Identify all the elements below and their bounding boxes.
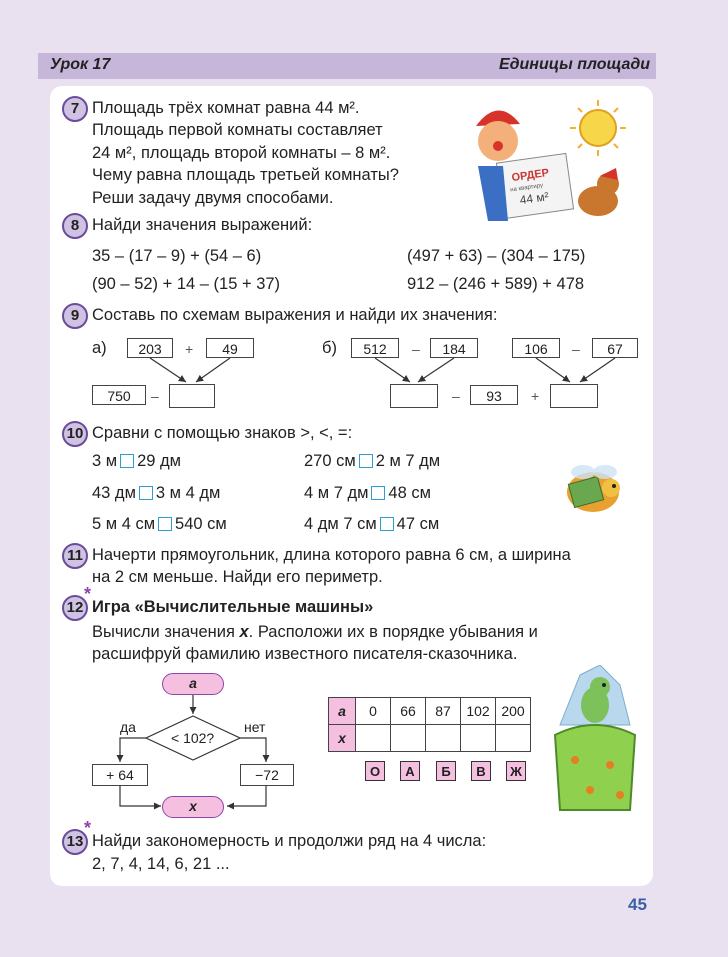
- scheme-b-box-2: 184: [430, 338, 478, 358]
- task-7-line-3: 24 м², площадь второй комнаты – 8 м².: [92, 144, 391, 162]
- order-sign-subtext: на квартиру: [509, 182, 544, 194]
- task-12-title: Игра «Вычислительные машины»: [92, 598, 374, 616]
- difficulty-star-icon: *: [84, 584, 92, 604]
- task-7-line-4: Чему равна площадь третьей комнаты?: [92, 166, 399, 184]
- flow-yes-label: да: [120, 719, 136, 735]
- task-12-line-1: Вычисли значения x. Расположи их в порядке убывания и: [92, 623, 538, 641]
- scheme-b-box-3: 106: [512, 338, 560, 358]
- flow-start: a: [162, 673, 224, 695]
- letter-card-2: А: [400, 761, 420, 781]
- flow-no-label: нет: [244, 719, 266, 735]
- task-11-line-1: Начерти прямоугольник, длина которого равна 6 см, а ширина: [92, 546, 571, 564]
- scheme-b-box-5: 93: [470, 385, 518, 405]
- task-11-number: 11: [62, 543, 88, 569]
- table-cell-a-4: 102: [461, 698, 496, 725]
- table-cell-a-3: 87: [426, 698, 461, 725]
- task-12-line-2: расшифруй фамилию известного писателя-сказочника.: [92, 645, 518, 663]
- task-8-expr-1: 35 – (17 – 9) + (54 – 6): [92, 247, 262, 265]
- letter-card-3: Б: [436, 761, 456, 781]
- letter-card-5: Ж: [506, 761, 526, 781]
- table-cell-x-2[interactable]: [391, 725, 426, 752]
- table-cell-x-1[interactable]: [356, 725, 391, 752]
- task-13-number: 13: [62, 829, 88, 855]
- task-9a-label: а): [92, 339, 107, 357]
- difficulty-star-icon-2: *: [84, 818, 92, 838]
- compare-row-3-left: 5 м 4 см 540 см: [92, 515, 227, 533]
- scheme-b-box-1: 512: [351, 338, 399, 358]
- task-9b-label: б): [322, 339, 337, 357]
- dragon-illustration: [550, 665, 638, 815]
- scheme-a-op-2: –: [151, 388, 159, 404]
- task-8-number: 8: [62, 213, 88, 239]
- scheme-a-box-1: 203: [127, 338, 173, 358]
- task-8-title: Найди значения выражений:: [92, 216, 313, 234]
- compare-row-3-right: 4 дм 7 см 47 см: [304, 515, 440, 533]
- scheme-b-op-1: –: [412, 341, 420, 357]
- scheme-a-op-1: +: [185, 341, 194, 357]
- calc-table: [328, 697, 531, 752]
- letter-card-1: О: [365, 761, 385, 781]
- task-11-line-2: на 2 см меньше. Найди его периметр.: [92, 568, 383, 586]
- compare-row-1-left: 3 м 29 дм: [92, 452, 182, 470]
- scheme-b-op-4: –: [452, 388, 460, 404]
- table-cell-a-5: 200: [496, 698, 531, 725]
- table-cell-x-3[interactable]: [426, 725, 461, 752]
- compare-row-1-right: 270 см 2 м 7 дм: [304, 452, 441, 470]
- order-sign-area: 44 м²: [518, 189, 550, 208]
- compare-row-2-right: 4 м 7 дм 48 см: [304, 484, 431, 502]
- table-cell-a-1: 0: [356, 698, 391, 725]
- task-10-number: 10: [62, 421, 88, 447]
- page-number: 45: [628, 895, 647, 914]
- table-cell-x-4[interactable]: [461, 725, 496, 752]
- flow-right-box: −72: [240, 764, 294, 786]
- table-header-x: x: [329, 725, 356, 752]
- scheme-b-box-4: 67: [592, 338, 638, 358]
- task-13-sequence: 2, 7, 4, 14, 6, 21 ...: [92, 855, 230, 873]
- task-8-expr-2: (497 + 63) – (304 – 175): [407, 247, 586, 265]
- scheme-a-box-3: 750: [92, 385, 146, 405]
- task-9-number: 9: [62, 303, 88, 329]
- task-8-expr-4: 912 – (246 + 589) + 478: [407, 275, 585, 293]
- scheme-a-box-2: 49: [206, 338, 254, 358]
- order-sign-text: ОРДЕР: [510, 166, 550, 185]
- table-header-a: a: [329, 698, 356, 725]
- flow-end: x: [162, 796, 224, 818]
- scheme-b-op-5: +: [531, 388, 540, 404]
- task-7-line-5: Реши задачу двумя способами.: [92, 189, 334, 207]
- table-cell-x-5[interactable]: [496, 725, 531, 752]
- task-12-number: 12: [62, 595, 88, 621]
- task-7-number: 7: [62, 96, 88, 122]
- table-cell-a-2: 66: [391, 698, 426, 725]
- scheme-b-op-3: –: [572, 341, 580, 357]
- task-7-line-2: Площадь первой комнаты составляет: [92, 121, 383, 139]
- flow-condition: < 102?: [171, 730, 215, 746]
- lesson-number: Урок 17: [50, 56, 111, 73]
- flow-left-box: + 64: [92, 764, 148, 786]
- task-13-title: Найди закономерность и продолжи ряд на 4 числа:: [92, 832, 487, 850]
- task-9-title: Составь по схемам выражения и найди их значения:: [92, 306, 498, 324]
- task-10-title: Сравни с помощью знаков >, <, =:: [92, 424, 353, 442]
- lesson-topic: Единицы площади: [498, 56, 650, 73]
- task-8-expr-3: (90 – 52) + 14 – (15 + 37): [92, 275, 281, 293]
- letter-card-4: В: [471, 761, 491, 781]
- compare-row-2-left: 43 дм 3 м 4 дм: [92, 484, 221, 502]
- task-7-line-1: Площадь трёх комнат равна 44 м².: [92, 99, 360, 117]
